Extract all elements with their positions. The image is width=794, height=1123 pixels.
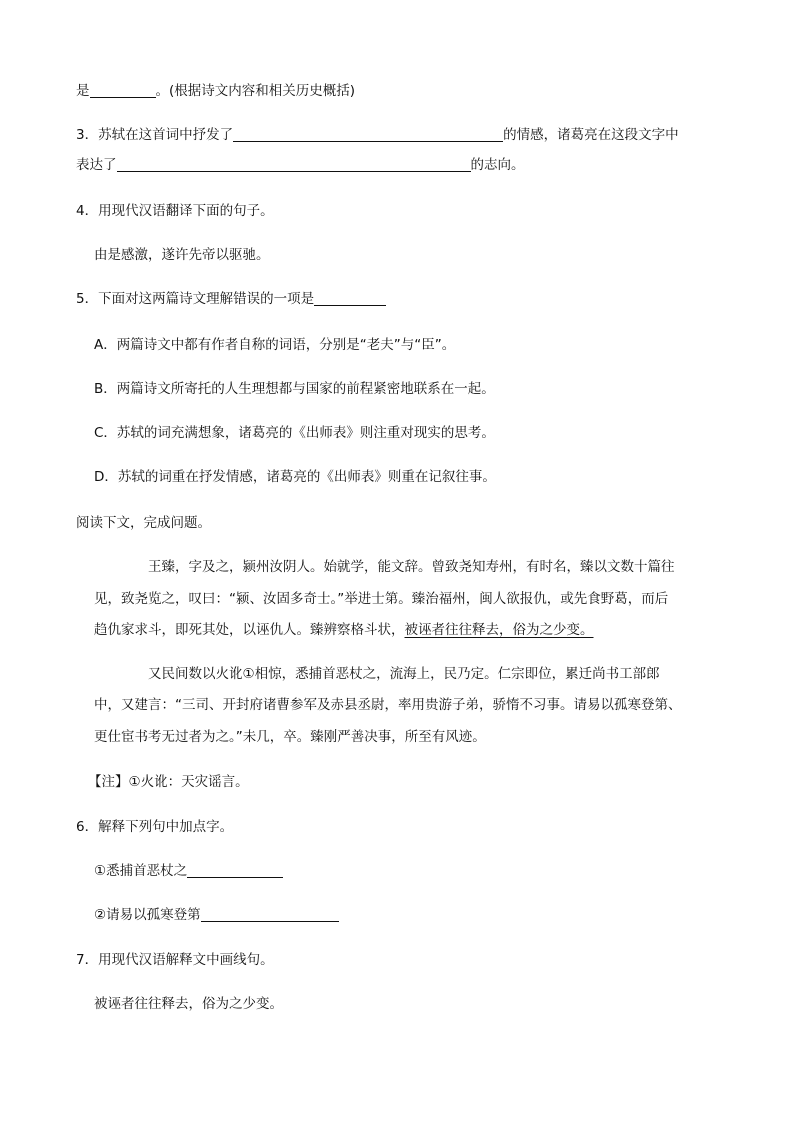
q6-prompt: 6．解释下列句中加点字。 (76, 819, 234, 835)
q3-line2-suffix: 的志向。 (470, 157, 525, 173)
q6-item-2 (94, 906, 339, 924)
passage-p2-line-3: 更仕宦书考无过者为之。”未几，卒。臻刚严善决事，所至有风迹。 (94, 729, 486, 745)
passage-p1-line-1: 王臻，字及之，颍州汝阴人。始就学，能文辞。曾致尧知寿州，有时名，臻以文数十篇往 (148, 559, 675, 575)
q2-answer-blank[interactable] (90, 83, 156, 98)
passage-p2-line-1: 又民间数以火讹①相惊，悉捕首恶杖之，流海上，民乃定。仁宗即位，累迁尚书工部郎 (148, 666, 660, 682)
q5-option-a[interactable]: A．两篇诗文中都有作者自称的词语，分别是“老夫”与“臣”。 (94, 337, 456, 353)
q2-prefix: 是 (76, 83, 90, 99)
q3-ambition-blank[interactable] (117, 157, 471, 172)
q6-item-2-text: ②请易以孤寒登第 (94, 907, 201, 923)
passage-note: 【注】①火讹：天灾谣言。 (88, 774, 249, 790)
q6-item-1 (94, 862, 283, 880)
q6-item-2-blank[interactable] (201, 907, 339, 922)
q5-line (76, 290, 386, 308)
q2-answer-line (76, 82, 355, 100)
passage-p1-line-3-text: 趋仇家求斗，即死其处，以诬仇人。臻辨察格斗状， (94, 622, 405, 638)
q6-item-1-blank[interactable] (187, 863, 283, 878)
q5-option-d[interactable]: D．苏轼的词重在抒发情感，诸葛亮的《出师表》则重在记叙往事。 (94, 469, 496, 485)
underlined-sentence: 被诬者往往释去，俗为之少变。 (404, 622, 594, 638)
q7-prompt: 7．用现代汉语解释文中画线句。 (76, 952, 274, 968)
q5-option-c[interactable]: C．苏轼的词充满想象，诸葛亮的《出师表》则注重对现实的思考。 (94, 425, 495, 441)
q3-line-1 (76, 126, 679, 144)
q5-prompt: 5．下面对这两篇诗文理解错误的一项是 (76, 291, 315, 307)
q4-sentence: 由是感激，遂许先帝以驱驰。 (94, 247, 270, 263)
q5-option-b[interactable]: B．两篇诗文所寄托的人生理想都与国家的前程紧密地联系在一起。 (94, 381, 495, 397)
q3-prompt-suffix: 的情感，诸葛亮在这段文字中 (503, 127, 679, 143)
q6-item-1-text: ①悉捕首恶杖之 (94, 863, 188, 879)
passage-p2-line-2: 中，又建言：“三司、开封府诸曹参军及赤县丞尉，率用贵游子弟，骄惰不习事。请易以孤寒登第、 (94, 697, 682, 713)
q2-suffix: 。(根据诗文内容和相关历史概括) (155, 83, 356, 99)
q3-line-2 (76, 156, 525, 174)
q7-sentence: 被诬者往往释去，俗为之少变。 (94, 996, 283, 1012)
passage-p1-line-3 (94, 621, 594, 639)
q3-prompt-prefix: 3．苏轼在这首词中抒发了 (76, 127, 234, 143)
q5-answer-blank[interactable] (314, 291, 386, 306)
q4-prompt: 4．用现代汉语翻译下面的句子。 (76, 203, 274, 219)
passage-p1-line-2: 见，致尧览之，叹曰：“颍、汝固多奇士。”举进士第。臻治福州，闽人欲报仇，或先食野葛，而后 (94, 591, 669, 607)
reading-instruction: 阅读下文，完成问题。 (76, 515, 211, 531)
q3-line2-prefix: 表达了 (76, 157, 117, 173)
q3-emotion-blank[interactable] (233, 127, 503, 142)
